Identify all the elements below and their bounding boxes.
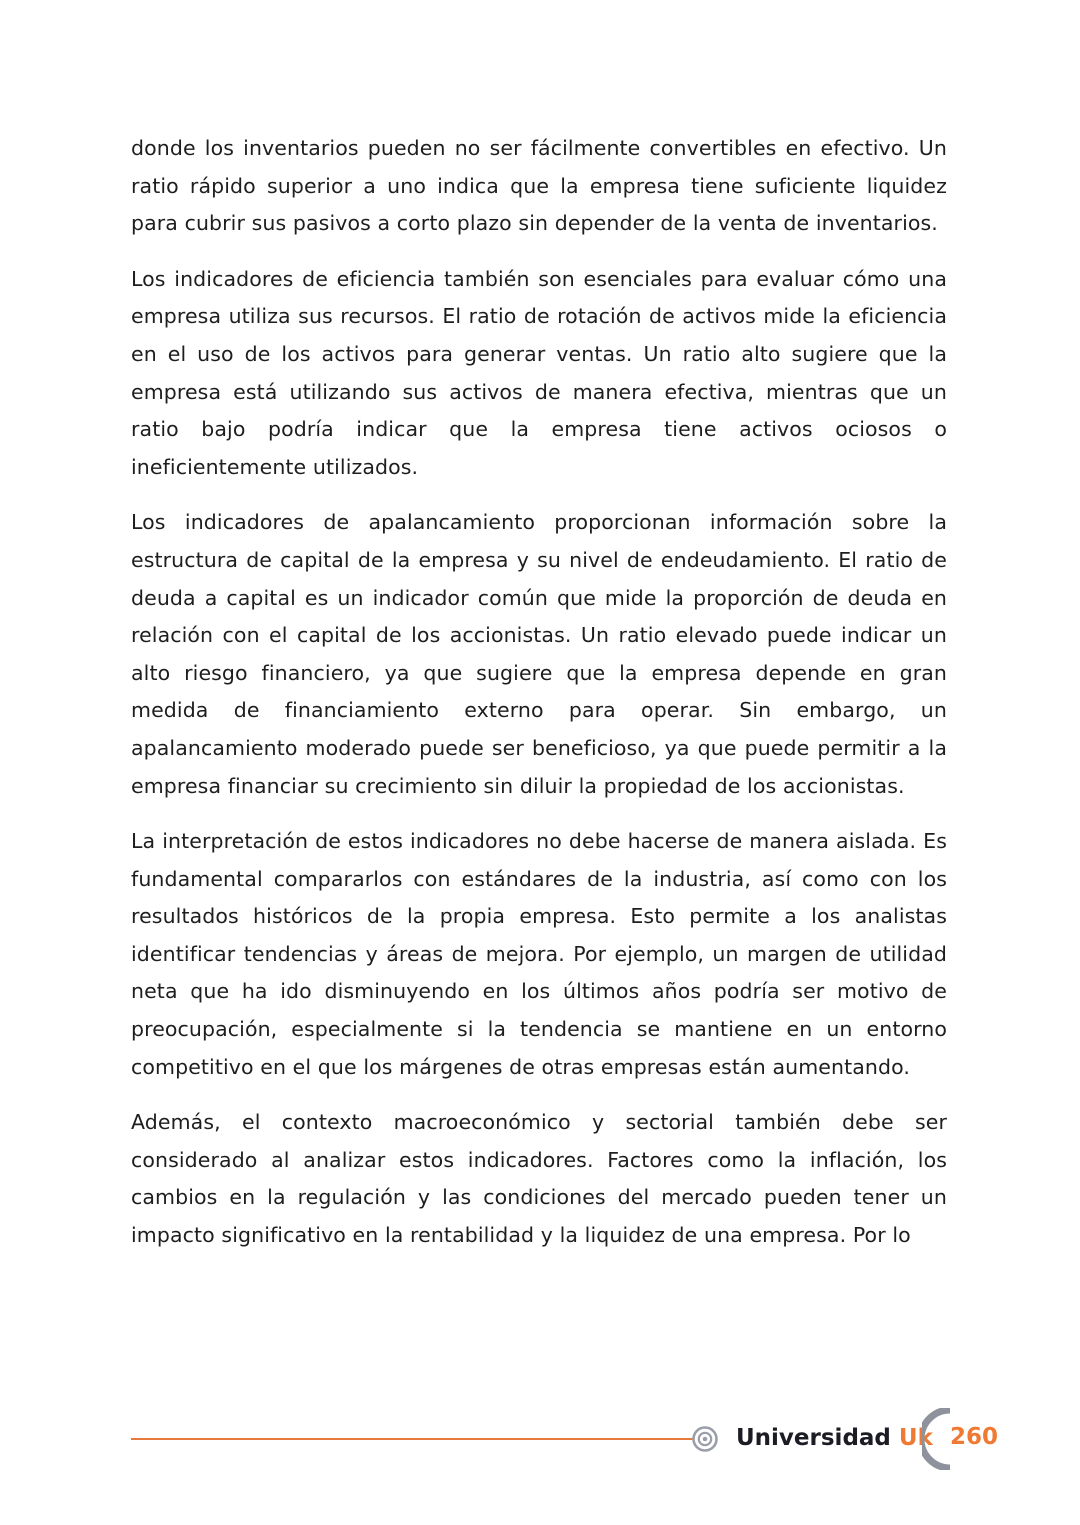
footer-divider — [131, 1438, 693, 1440]
body-text — [131, 130, 947, 1273]
target-ring-icon — [692, 1426, 718, 1452]
paragraph: donde los inventarios pueden no ser fácilmente convertibles en efectivo. Un ratio rápido superior a uno indica que la empresa tiene suficiente liquidez para cubrir sus pasivos a corto plazo sin depender de la venta de inventarios. — [131, 136, 947, 236]
paragraph: Los indicadores de apalancamiento proporcionan información sobre la estructura de capital de la empresa y su nivel de endeudamiento. El ratio de deuda a capital es un indicador común que mide la proporción de deuda en relación con el capital de los accionistas. Un ratio elevado puede indicar un alto riesgo financiero, ya que sugiere que la empresa depende en gran medida de financiamiento externo para operar. Sin embargo, un apalancamiento moderado puede ser beneficioso, ya que puede permitir a la empresa financiar su crecimiento sin diluir la propiedad de los accionistas. — [131, 510, 947, 798]
brand-wordmark — [736, 1421, 933, 1455]
page-number: 260 — [950, 1424, 999, 1450]
brand-name: Universidad — [736, 1425, 891, 1451]
brand-suffix: Uk — [898, 1425, 933, 1451]
paragraph: Los indicadores de eficiencia también son esenciales para evaluar cómo una empresa utiliza sus recursos. El ratio de rotación de activos mide la eficiencia en el uso de los activos para generar ventas. Un ratio alto sugiere que la empresa está utilizando sus activos de manera efectiva, mientras que un ratio bajo podría indicar que la empresa tiene activos ociosos o ineficientemente utilizados. — [131, 266, 947, 479]
paragraph: La interpretación de estos indicadores no debe hacerse de manera aislada. Es fundamental compararlos con estándares de la industria, así como con los resultados históricos de la propia empresa. Esto permite a los analistas identificar tendencias y áreas de mejora. Por ejemplo, un margen de utilidad neta que ha ido disminuyendo en los últimos años podría ser motivo de preocupación, especialmente si la tendencia se mantiene en un entorno competitivo en el que los márgenes de otras empresas están aumentando. — [131, 829, 947, 1079]
paragraph: Además, el contexto macroeconómico y sectorial también debe ser considerado al analizar estos indicadores. Factores como la inflación, los cambios en la regulación y las condiciones del mercado pueden tener un impacto significativo en la rentabilidad y la liquidez de una empresa. Por lo — [131, 1110, 947, 1248]
